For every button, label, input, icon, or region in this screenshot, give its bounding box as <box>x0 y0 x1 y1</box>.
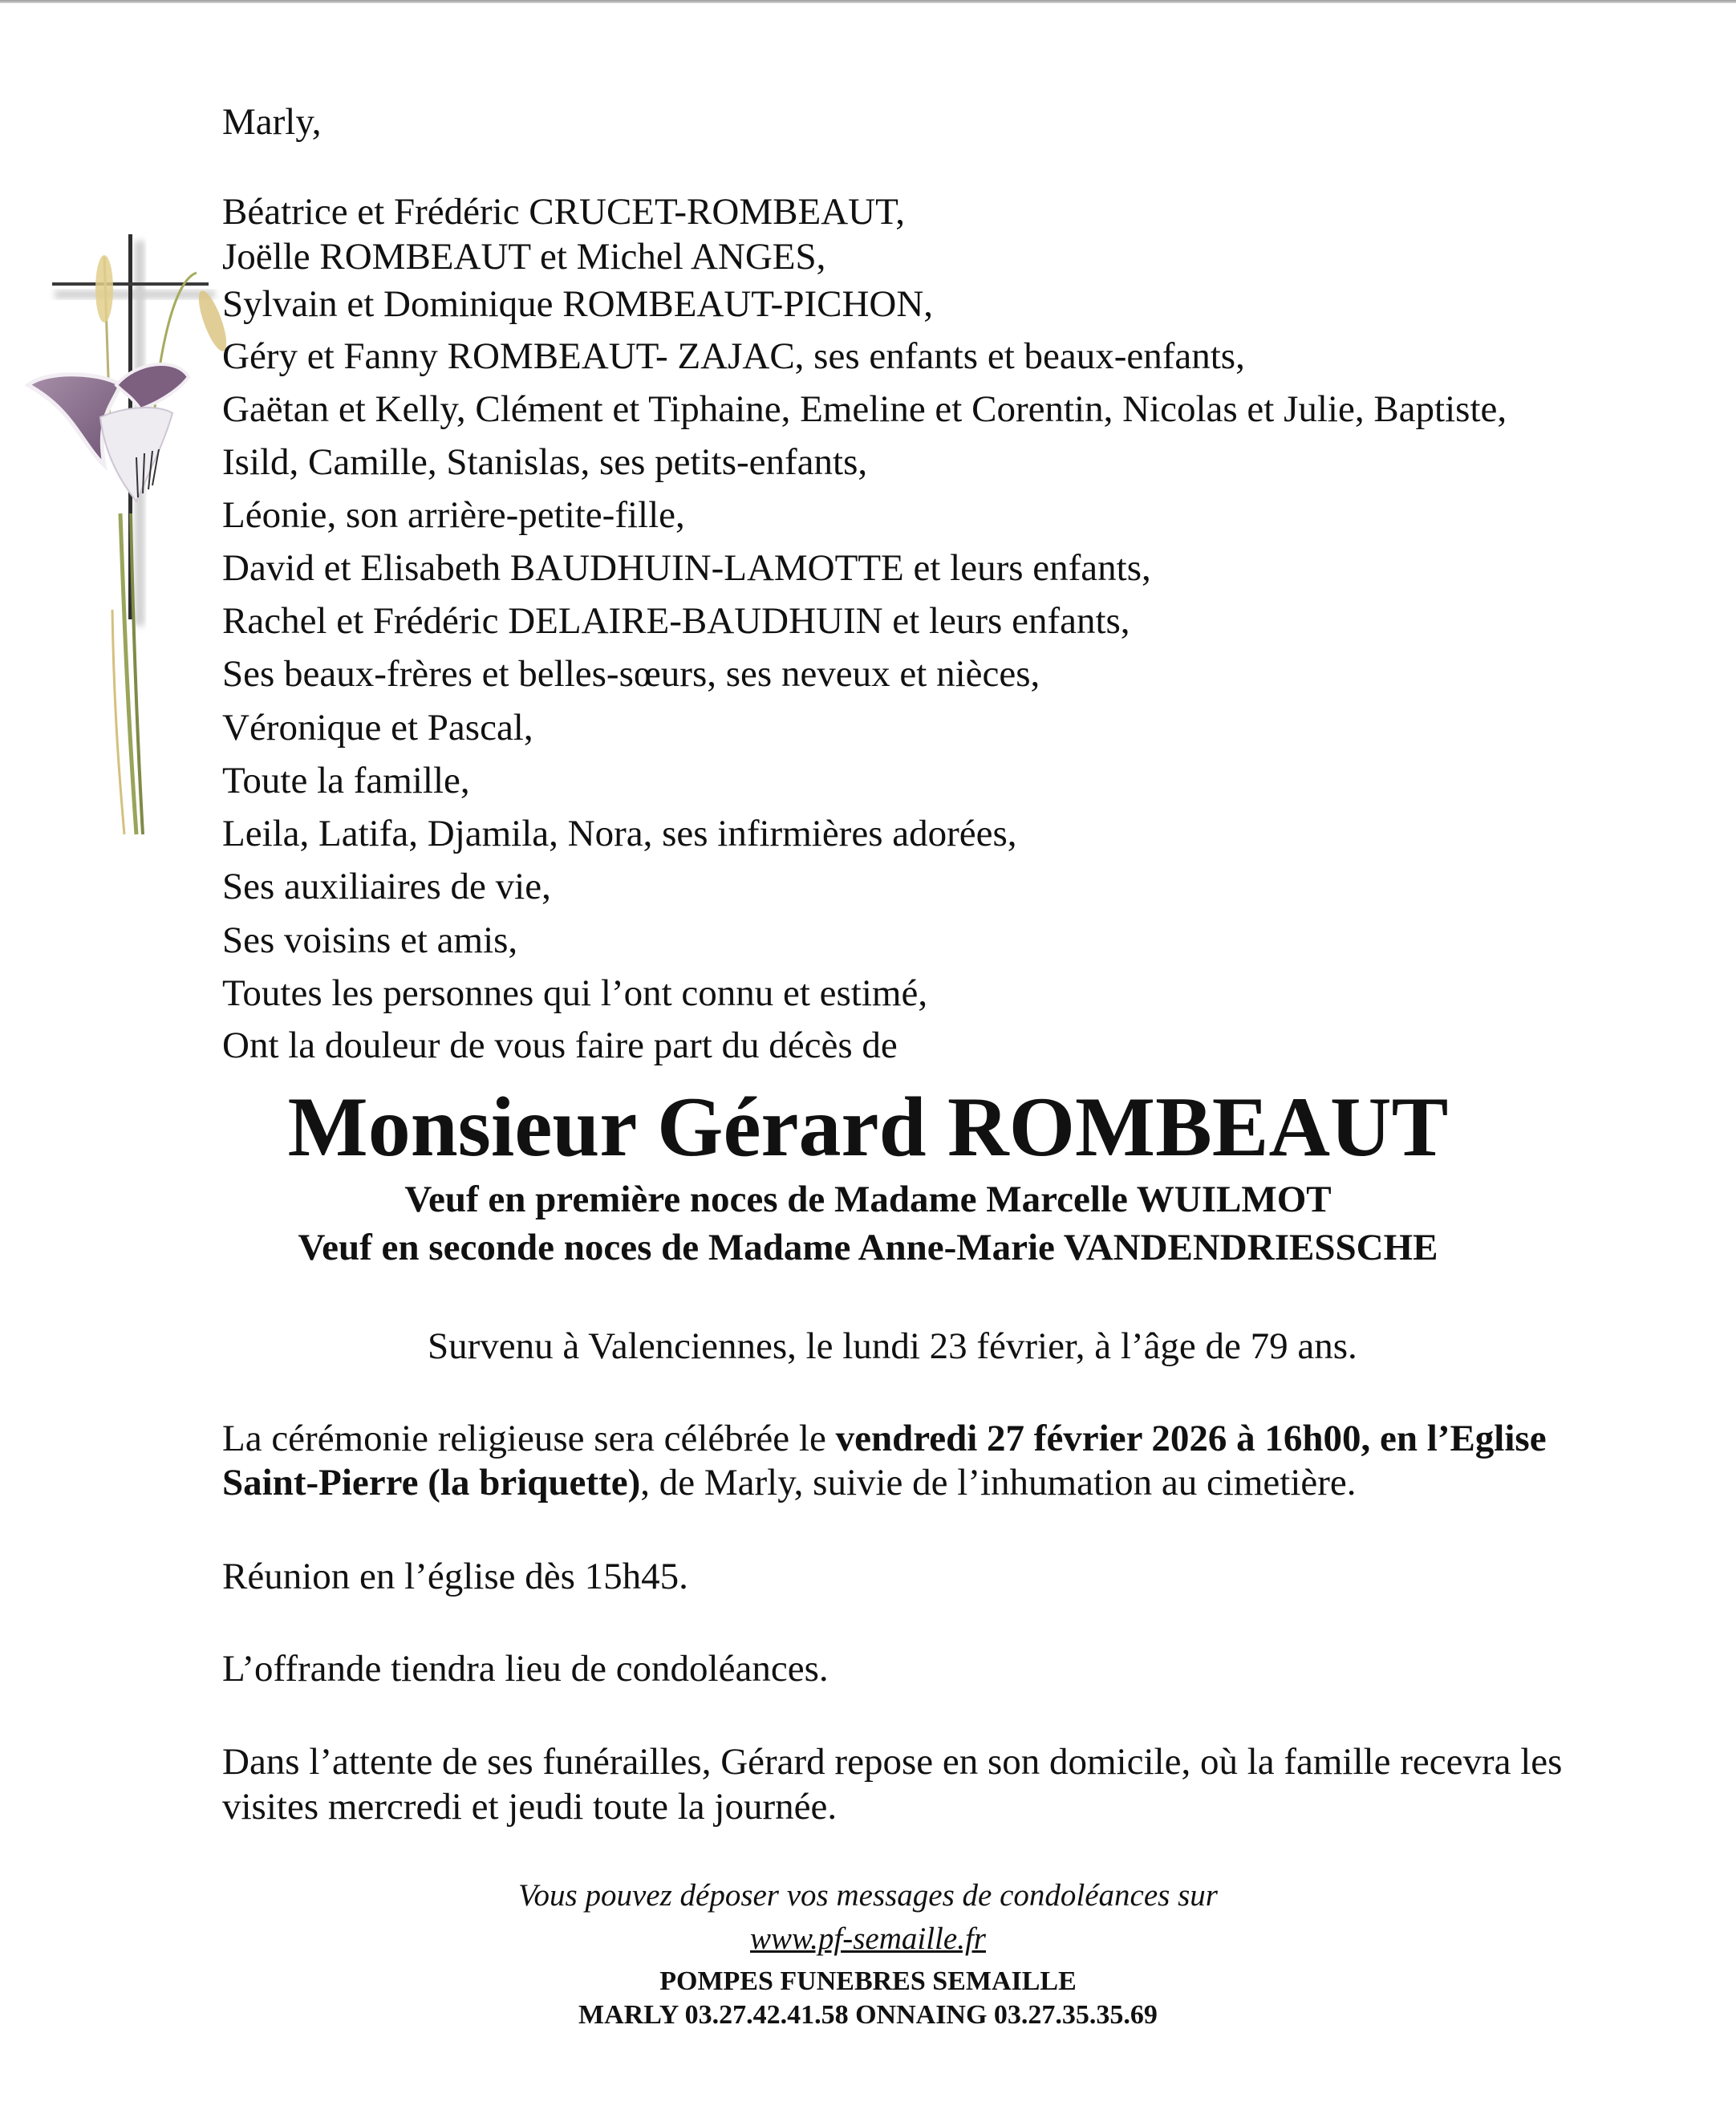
family-line: Véronique et Pascal, <box>222 707 533 749</box>
ceremony-line-2 <box>222 1460 1357 1505</box>
ceremony-text: La cérémonie religieuse sera célébrée le <box>222 1418 836 1459</box>
wheat-stem <box>112 610 124 834</box>
ceremony-date-time: vendredi 27 février 2026 à 16h00, en l’Eglise <box>835 1418 1547 1459</box>
website-link[interactable]: www.pf-semaille.fr <box>750 1921 986 1956</box>
family-line: Léonie, son arrière-petite-fille, <box>222 494 685 536</box>
family-line: Ont la douleur de vous faire part du décès de <box>222 1025 898 1066</box>
family-line: Joëlle ROMBEAUT et Michel ANGES, <box>222 236 826 278</box>
family-line: Ses auxiliaires de vie, <box>222 866 551 907</box>
calla-lily-white <box>100 408 172 501</box>
deceased-name: Monsieur Gérard ROMBEAUT <box>287 1080 1449 1174</box>
family-line: Géry et Fanny ROMBEAUT- ZAJAC, ses enfants et beaux-enfants, <box>222 335 1245 377</box>
family-line: Ses voisins et amis, <box>222 919 518 961</box>
family-line: Ses beaux-frères et belles-sœurs, ses neveux et nièces, <box>222 653 1040 695</box>
visits-line-1: Dans l’attente de ses funérailles, Gérard repose en son domicile, où la famille recevra les <box>222 1741 1563 1783</box>
death-notice: Survenu à Valenciennes, le lundi 23 février, à l’âge de 79 ans. <box>428 1325 1357 1367</box>
cross-with-calla-lilies-and-wheat-icon <box>16 225 257 850</box>
ceremony-church: Saint-Pierre (la briquette) <box>222 1462 641 1503</box>
family-line: Sylvain et Dominique ROMBEAUT-PICHON, <box>222 283 934 325</box>
funeral-home-phones: MARLY 03.27.42.41.58 ONNAING 03.27.35.35.69 <box>578 2000 1158 2030</box>
family-line: Béatrice et Frédéric CRUCET-ROMBEAUT, <box>222 191 906 233</box>
widower-first-marriage: Veuf en première noces de Madame Marcelle WUILMOT <box>404 1179 1332 1220</box>
visits-line-2: visites mercredi et jeudi toute la journée. <box>222 1786 838 1828</box>
scan-top-edge <box>0 0 1736 3</box>
family-line: Toute la famille, <box>222 760 470 801</box>
wheat-ear <box>95 255 113 323</box>
family-line: Rachel et Frédéric DELAIRE-BAUDHUIN et leurs enfants, <box>222 600 1130 642</box>
offering-info: L’offrande tiendra lieu de condoléances. <box>222 1648 829 1690</box>
family-line: Toutes les personnes qui l’ont connu et estimé, <box>222 972 928 1014</box>
gathering-info: Réunion en l’église dès 15h45. <box>222 1556 688 1597</box>
family-line: Leila, Latifa, Djamila, Nora, ses infirmières adorées, <box>222 813 1017 854</box>
family-line: Isild, Camille, Stanislas, ses petits-enfants, <box>222 441 868 483</box>
condolences-text: Vous pouvez déposer vos messages de condoléances sur <box>518 1878 1218 1913</box>
widower-second-marriage: Veuf en seconde noces de Madame Anne-Marie VANDENDRIESSCHE <box>298 1227 1438 1268</box>
family-line: David et Elisabeth BAUDHUIN-LAMOTTE et leurs enfants, <box>222 547 1151 589</box>
cross-shadow <box>55 290 215 298</box>
ceremony-line-1 <box>222 1416 1547 1461</box>
ceremony-text: , de Marly, suivie de l’inhumation au cimetière. <box>640 1462 1357 1503</box>
family-line: Gaëtan et Kelly, Clément et Tiphaine, Emeline et Corentin, Nicolas et Julie, Baptiste, <box>222 388 1507 430</box>
calla-lily <box>116 364 189 409</box>
funeral-home-name: POMPES FUNEBRES SEMAILLE <box>659 1966 1077 1996</box>
location-line: Marly, <box>222 101 322 143</box>
